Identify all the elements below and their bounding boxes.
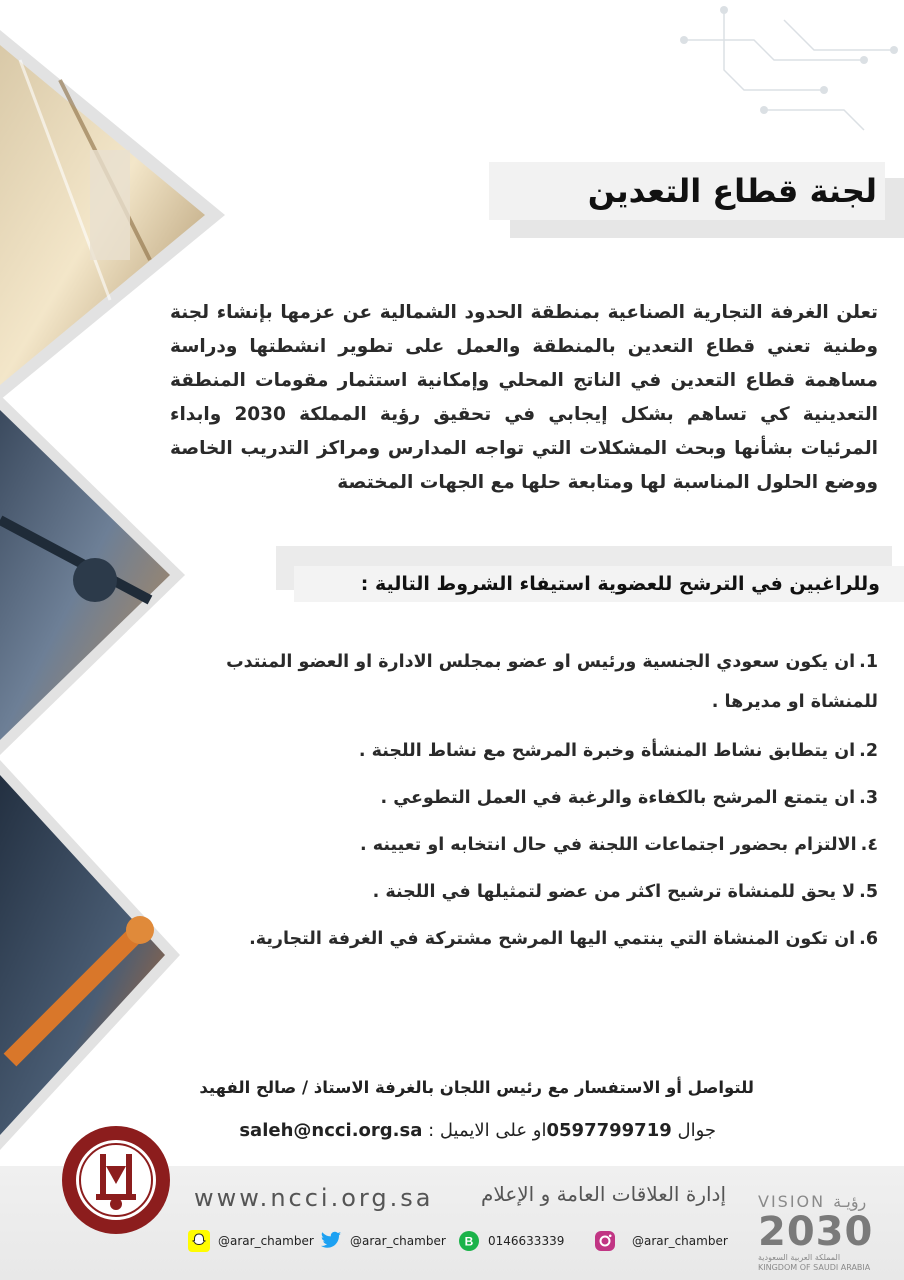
condition-item: 5.لا يحق للمنشاة ترشيح اكثر من عضو لتمثيلها في اللجنة . xyxy=(372,882,878,902)
decorative-photo-strip xyxy=(0,0,240,1180)
contact-phone-number[interactable]: 0597799719 xyxy=(546,1120,672,1141)
website-link[interactable]: www.ncci.org.sa xyxy=(194,1184,434,1212)
vision-ar-word: رؤيـة xyxy=(833,1192,867,1211)
email-prefix: او على الايميل : xyxy=(428,1120,547,1141)
chamber-seal-logo xyxy=(60,1124,172,1236)
contact-details xyxy=(150,1120,716,1141)
condition-item: 6.ان تكون المنشاة التي ينتمي اليها المرشح مشتركة في الغرفة التجارية. xyxy=(249,929,878,949)
phone-link[interactable]: B 0146633339 xyxy=(458,1230,564,1252)
snapchat-icon xyxy=(188,1230,210,1252)
vision-ar-sub: المملكة العربية السعودية xyxy=(758,1253,841,1262)
instagram-link[interactable]: @arar_chamber xyxy=(594,1230,728,1252)
condition-item: ٤.الالتزام بحضور اجتماعات اللجنة في حال انتخابه او تعيينه . xyxy=(360,835,878,855)
circuit-decoration xyxy=(664,0,904,160)
snapchat-link[interactable]: @arar_chamber xyxy=(188,1230,314,1252)
contact-email[interactable]: saleh@ncci.org.sa xyxy=(239,1120,423,1141)
vision-word: VISION xyxy=(758,1192,826,1211)
conditions-heading: وللراغبين في الترشح للعضوية استيفاء الشروط التالية : xyxy=(360,573,880,595)
contact-person: للتواصل أو الاستفسار مع رئيس اللجان بالغرفة الاستاذ / صالح الفهيد xyxy=(199,1078,754,1097)
condition-item: 3.ان يتمتع المرشح بالكفاءة والرغبة في العمل التطوعي . xyxy=(380,788,878,808)
phone-prefix: جوال xyxy=(677,1120,716,1141)
twitter-icon xyxy=(320,1230,342,1252)
instagram-icon xyxy=(594,1230,616,1252)
title-banner xyxy=(489,162,885,220)
conditions-list xyxy=(170,642,878,963)
vision-2030-logo xyxy=(758,1192,878,1276)
department-name: إدارة العلاقات العامة و الإعلام xyxy=(481,1182,726,1206)
condition-item: 2.ان يتطابق نشاط المنشأة وخبرة المرشح مع نشاط اللجنة . xyxy=(358,741,878,761)
svg-text:B: B xyxy=(464,1234,474,1249)
business-whatsapp-icon xyxy=(458,1230,480,1252)
conditions-heading-banner xyxy=(294,566,904,602)
page-title: لجنة قطاع التعدين xyxy=(587,172,877,210)
intro-paragraph: تعلن الغرفة التجارية الصناعية بمنطقة الحدود الشمالية عن عزمها بإنشاء لجنة وطنية تعني قطاع التعدين بالمنطقة والعمل على تطوير انشطتها ودراسة مساهمة قطاع التعدين في الناتج المحلي وإمكانية استثمار مقومات المنطقة التعدينية كي تساهم بشكل إيجابي في تحقيق رؤية المملكة 2030 وابداء المرئيات بشأنها وبحث المشكلات التي تواجه المدارس ومراكز التدريب الخاصة ووضع الحلول المناسبة لها ومتابعة حلها مع الجهات المختصة xyxy=(170,302,878,493)
vision-en-sub: KINGDOM OF SAUDI ARABIA xyxy=(758,1263,871,1272)
vision-year: 2030 xyxy=(758,1209,874,1255)
condition-item: 1.ان يكون سعودي الجنسية ورئيس او عضو بمجلس الادارة او العضو المنتدب للمنشاة او مديرها . xyxy=(226,652,878,712)
twitter-link[interactable]: @arar_chamber xyxy=(320,1230,446,1252)
